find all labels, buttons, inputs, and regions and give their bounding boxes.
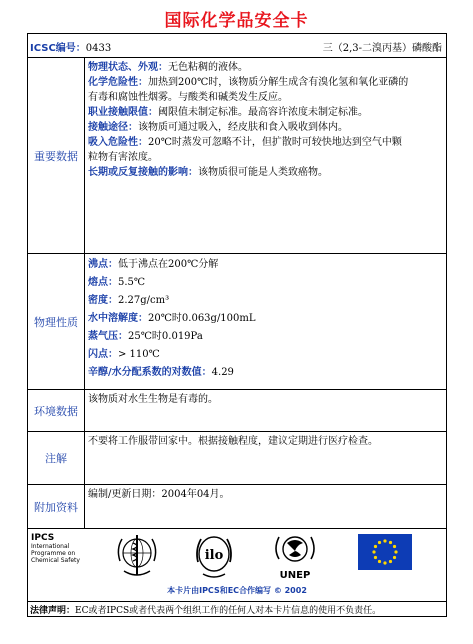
unep-label: UNEP	[279, 570, 311, 581]
property-line	[88, 274, 442, 292]
physical-properties-content	[85, 254, 446, 389]
important-data-line	[88, 135, 442, 150]
property-line	[88, 310, 442, 328]
important-data-key: 接触途径：	[88, 122, 138, 133]
ipcs-title: IPCS	[31, 533, 55, 543]
header-row	[28, 34, 446, 58]
eu-star-icon	[393, 545, 396, 548]
important-data-line	[88, 150, 442, 165]
eu-star-icon	[383, 539, 386, 542]
important-data-value: 阈限值未制定标准。最高容许浓度未制定标准。	[158, 107, 368, 118]
property-value: > 110℃	[118, 349, 160, 360]
eu-flag-icon	[358, 534, 412, 570]
property-line	[88, 346, 442, 364]
card-title: 国际化学品安全卡	[164, 11, 309, 31]
important-data-key: 物理状态、外观：	[88, 62, 168, 73]
additional-info-row	[28, 485, 446, 529]
credit-line: 本卡片由IPCS和EC合作编写 © 2002	[167, 586, 307, 595]
important-data-line	[88, 105, 442, 120]
ipcs-line-3: Chemical Safety	[31, 557, 80, 564]
environmental-data-content	[85, 390, 446, 431]
legal-statement	[30, 603, 381, 616]
property-value: 4.29	[211, 367, 234, 378]
property-line	[88, 364, 442, 382]
notes-row	[28, 432, 446, 485]
additional-info-content	[85, 485, 446, 528]
notes-text: 不要将工作服带回家中。根据接触程度，建议定期进行医疗检查。	[88, 436, 378, 447]
legal-row	[28, 602, 446, 618]
eu-star-icon	[378, 541, 381, 544]
property-key: 辛醇/水分配系数的对数值：	[88, 367, 212, 378]
important-data-value: 20℃时蒸发可忽略不计，但扩散时可较快地达到空气中颗	[148, 137, 402, 148]
logos-row	[28, 529, 446, 602]
eu-star-icon	[372, 550, 375, 553]
icsc-value: 0433	[85, 43, 112, 54]
property-key: 闪点：	[88, 349, 118, 360]
unep-emblem-icon	[271, 531, 319, 571]
eu-star-icon	[389, 560, 392, 563]
important-data-value: 粒物有害浓度。	[88, 152, 158, 163]
eu-star-icon	[393, 556, 396, 559]
additional-info-label: 附加资料	[28, 485, 85, 528]
important-data-key: 长期或反复接触的影响：	[88, 167, 198, 178]
important-data-value: 该物质很可能是人类致癌物。	[198, 167, 328, 178]
environmental-data-text: 该物质对水生生物是有毒的。	[88, 394, 218, 405]
important-data-label: 重要数据	[28, 58, 85, 253]
eu-star-icon	[374, 556, 377, 559]
property-value: 25℃时0.019Pa	[128, 331, 203, 342]
notes-label: 注解	[28, 432, 85, 484]
eu-star-icon	[389, 541, 392, 544]
important-data-value: 该物质可通过吸入，经皮肤和食入吸收到体内。	[138, 122, 348, 133]
important-data-value: 无色粘稠的液体。	[168, 62, 248, 73]
svg-text:ilo: ilo	[204, 548, 224, 563]
physical-properties-label: 物理性质	[28, 254, 85, 389]
important-data-line	[88, 75, 442, 90]
property-value: 2.27g/cm³	[118, 295, 170, 306]
important-data-key: 化学危险性：	[88, 77, 148, 88]
property-key: 蒸气压：	[88, 331, 128, 342]
property-key: 水中溶解度：	[88, 313, 148, 324]
legal-text: EC或者IPCS或者代表两个组织工作的任何人对本卡片信息的使用不负责任。	[75, 606, 382, 616]
legal-label: 法律声明：	[30, 606, 76, 616]
environmental-data-label: 环境数据	[28, 390, 85, 431]
important-data-content	[85, 58, 446, 253]
important-data-line	[88, 165, 442, 180]
property-line	[88, 256, 442, 274]
chemical-name: 三（2,3-二溴丙基）磷酸酯	[322, 43, 442, 54]
important-data-key: 职业接触限值：	[88, 107, 158, 118]
additional-info-text: 编制/更新日期：2004年04月。	[88, 489, 230, 500]
property-value: 5.5℃	[118, 277, 146, 288]
eu-star-icon	[374, 545, 377, 548]
ipcs-logo-text	[31, 535, 80, 564]
important-data-value: 加热到200℃时，该物质分解生成含有溴化氢和氧化亚磷的	[148, 77, 409, 88]
property-value: 低于沸点在200℃分解	[118, 259, 219, 270]
important-data-row	[28, 58, 446, 254]
important-data-line	[88, 120, 442, 135]
physical-properties-row	[28, 254, 446, 390]
ilo-emblem-icon	[194, 532, 234, 580]
environmental-data-row	[28, 390, 446, 432]
important-data-key: 吸入危险性：	[88, 137, 148, 148]
ipcs-line-1: International	[31, 543, 70, 550]
eu-star-icon	[383, 561, 386, 564]
property-line	[88, 292, 442, 310]
property-key: 沸点：	[88, 259, 118, 270]
important-data-line	[88, 90, 442, 105]
important-data-line	[88, 60, 442, 75]
property-key: 熔点：	[88, 277, 118, 288]
notes-content	[85, 432, 446, 484]
important-data-value: 有毒和腐蚀性烟雾。与酸类和碱类发生反应。	[88, 92, 288, 103]
property-line	[88, 328, 442, 346]
icsc-number	[30, 39, 111, 54]
who-emblem-icon	[114, 531, 160, 581]
safety-card-table	[27, 33, 447, 617]
eu-star-icon	[378, 560, 381, 563]
eu-star-icon	[394, 550, 397, 553]
ipcs-line-2: Programme on	[31, 550, 76, 557]
property-value: 20℃时0.063g/100mL	[148, 313, 256, 324]
property-key: 密度：	[88, 295, 118, 306]
icsc-label: ICSC编号：	[30, 43, 86, 54]
